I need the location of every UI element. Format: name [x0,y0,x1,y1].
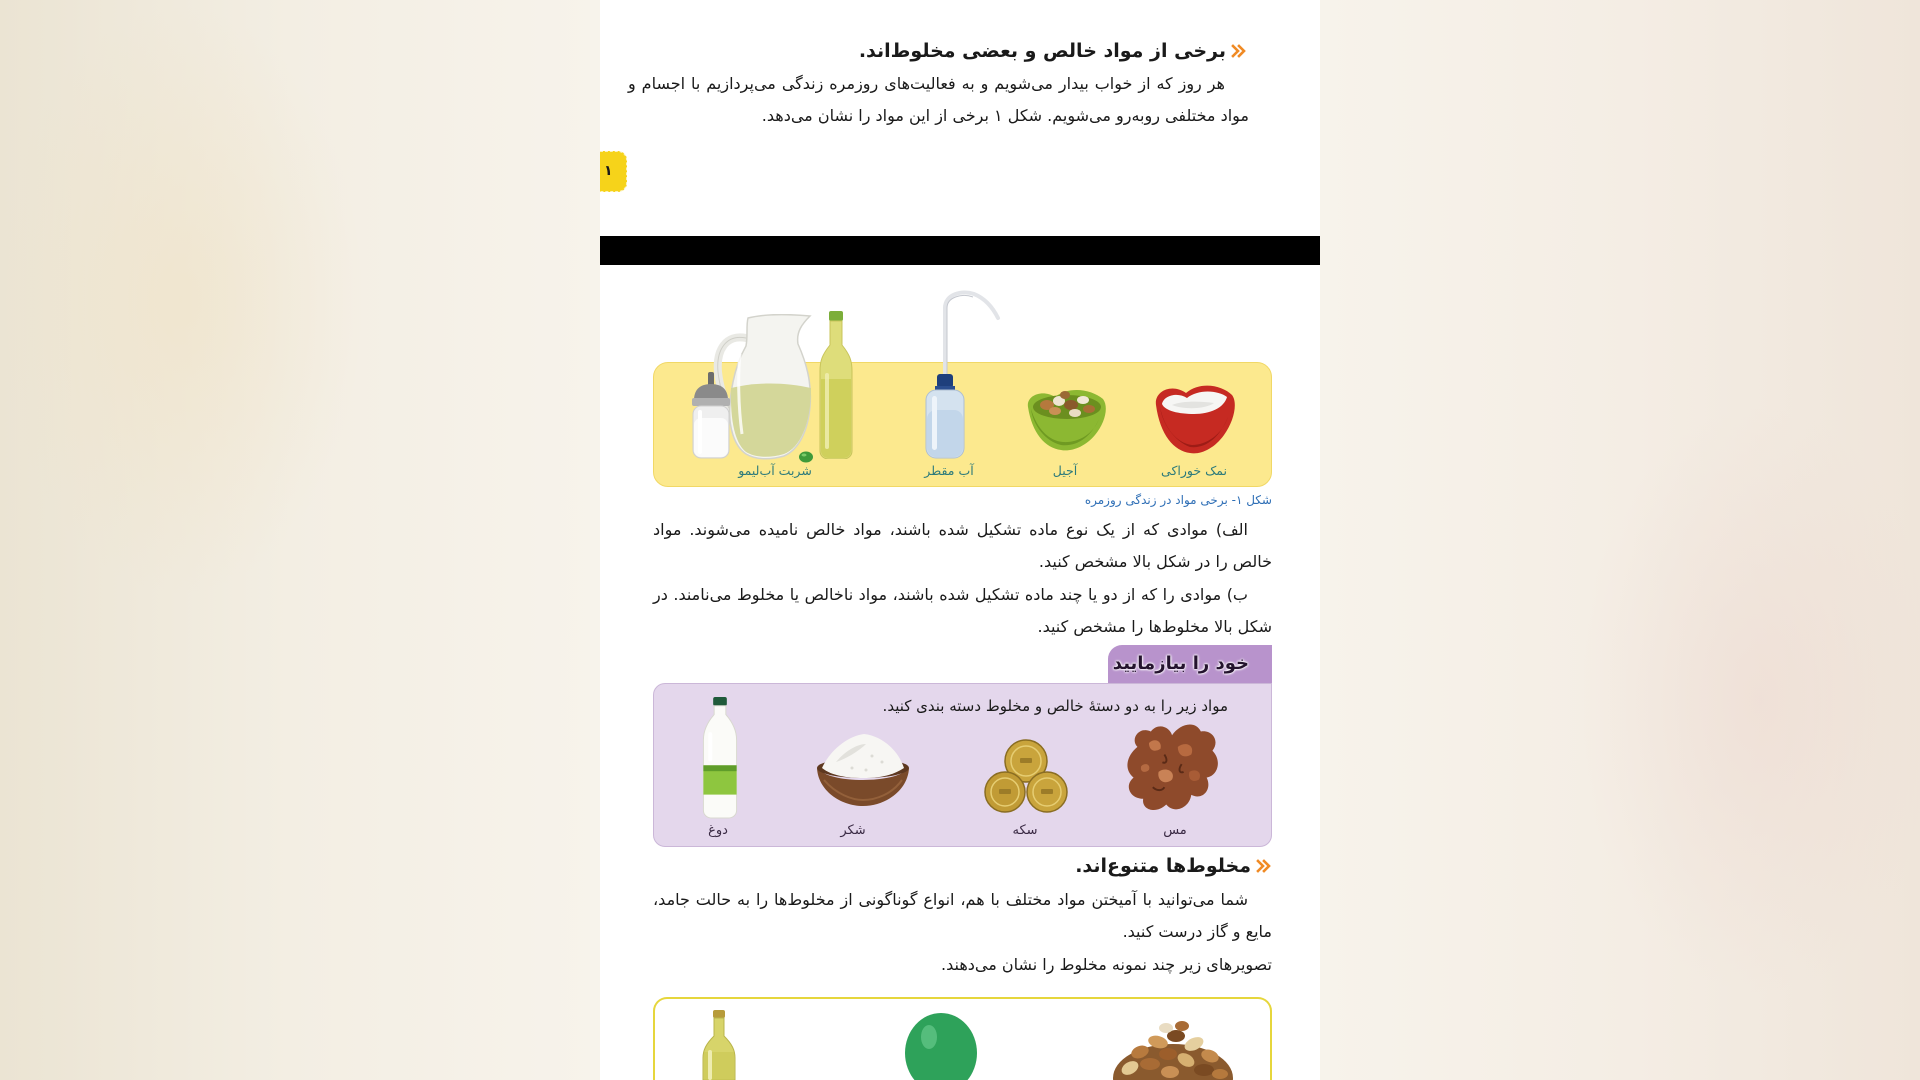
section-heading-pure-and-mixture [859,38,1247,64]
figure-label-lemonade: شربت آب‌لیمو [738,463,812,478]
self-test-instruction: مواد زیر را به دو دستهٔ خالص و مخلوط دسته بندی کنید. [882,697,1228,715]
intro-paragraph: هر روز که از خواب بیدار می‌شویم و به فعالیت‌های روزمره زندگی می‌پردازیم با اجسام و مواد مختلفی روبه‌رو می‌شویم. شکل ۱ برخی از این مواد را نشان می‌دهد. [628,74,1249,125]
wash-bottle-icon [922,290,1002,460]
figure-label-nuts: آجیل [1052,463,1078,478]
copper-icon [1118,718,1228,818]
sugar-bowl-icon [812,728,914,808]
section-heading-text: برخی از مواد خالص و بعضی مخلوط‌اند. [858,40,1226,62]
section-heading-mixtures [1075,853,1272,879]
mixtures-paragraph: شما می‌توانید با آمیختن مواد مختلف با هم، انواع گوناگونی از مخلوط‌ها را به حالت جامد، مایع و گاز درست کنید. [653,890,1272,941]
self-test-label-coin: سکه [1012,823,1038,838]
self-test-tab: خود را بیازمایید [1108,645,1272,683]
question-be: ب) موادی را که از دو یا چند ماده تشکیل شده باشند، مواد ناخالص یا مخلوط می‌نامند. در شکل بالا مخلوط‌ها را مشخص کنید. [653,585,1272,636]
mixtures-intro-line: تصویرهای زیر چند نمونه مخلوط را نشان می‌دهند. [941,955,1272,974]
balloon-icon [904,1013,978,1080]
self-test-label-sugar: شکر [840,823,866,838]
section-heading-text: مخلوط‌ها متنوع‌اند. [1075,855,1251,877]
salt-bowl-icon [1152,383,1238,455]
coins-icon [984,738,1068,816]
figure-label-distilled-water: آب مقطر [924,463,974,478]
lemon-juice-bottle-icon [816,311,856,459]
figure-1-caption: شکل ۱- برخی مواد در زندگی روزمره [1084,493,1272,507]
doogh-bottle-icon [697,697,743,819]
question-alef: الف) موادی که از یک نوع ماده تشکیل شده باشند، مواد خالص نامیده می‌شوند. مواد خالص را در شکل بالا مشخص کنید. [653,520,1272,571]
nuts-pile-icon [1110,1018,1236,1080]
page-divider-bar [600,236,1320,265]
figure-label-salt: نمک خوراکی [1161,463,1227,478]
double-chevron-icon [1256,859,1272,873]
sugar-dispenser-icon [688,372,734,460]
nuts-bowl-icon [1025,387,1110,453]
page-tab-number: ۱ [600,151,627,192]
oil-bottle-icon [699,1010,739,1080]
textbook-page [600,0,1320,1080]
self-test-label-doogh: دوغ [708,823,728,838]
double-chevron-icon [1231,44,1247,58]
mixtures-examples-panel [653,997,1272,1080]
self-test-label-copper: مس [1163,823,1187,838]
